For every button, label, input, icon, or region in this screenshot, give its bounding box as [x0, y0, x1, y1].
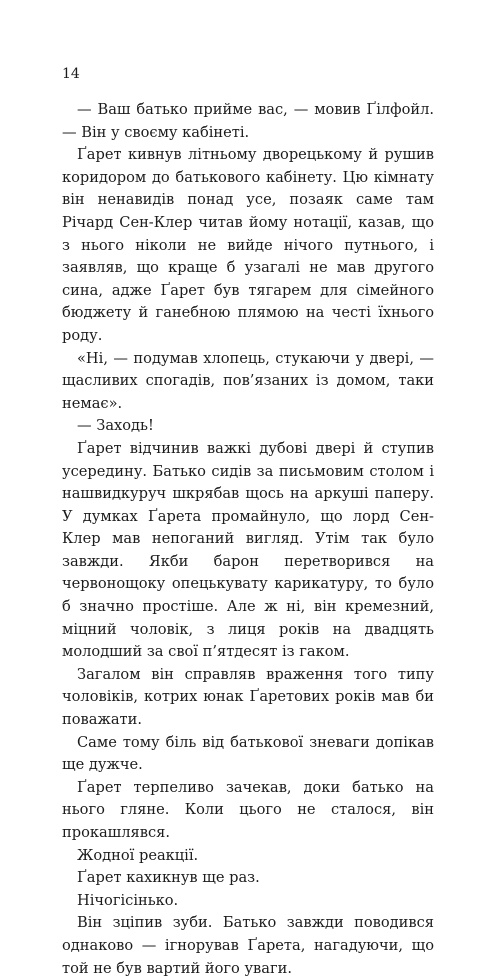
paragraph: Саме тому біль від батькової зневаги допікав ще дужче.: [62, 733, 434, 774]
body-text: [62, 99, 434, 980]
paragraph: Нічогісінько.: [77, 891, 179, 909]
paragraph: Ґарет кахикнув ще раз.: [77, 869, 260, 887]
paragraph: Ґарет кивнув літньому дворецькому й рушив коридором до батькового кабінету. Цю кімнату він ненавидів понад усе, позаяк саме там Річард Сен-Клер читав йому нотації, казав, що з нього ніколи не вийде нічого путнього, і заявляв, що краще б узагалі не мав другого сина, адже Ґарет був тягарем для сімейного бюджету й ганебною плямою на честі їхнього роду.: [62, 146, 434, 344]
paragraph: Ґарет відчинив важкі дубові двері й ступив усередину. Батько сидів за письмовим столом і нашвидкуруч шкрябав щось на аркуші паперу. У думках Ґарета промайнуло, що лорд Сен-Клер мав непоганий вигляд. Утім так було завжди. Якби барон перетворився на червонощоку опецькувату карикатуру, то було б значно простіше. Але ж ні, він кремезний, міцний чоловік, з лиця років на двадцять молодший за свої п’ятдесят із гаком.: [62, 439, 434, 661]
paragraph: — Заходь!: [77, 417, 154, 435]
paragraph: Ґарет терпеливо зачекав, доки батько на нього гляне. Коли цього не сталося, він прокашлявся.: [62, 778, 434, 841]
page-number: 14: [62, 66, 80, 82]
paragraph: Загалом він справляв враження того типу чоловіків, котрих юнак Ґаретових років мав би поважати.: [62, 665, 434, 729]
paragraph: Він зціпив зуби. Батько завжди поводився однаково — ігнорував Ґарета, нагадуючи, що той не був вартий його уваги.: [62, 914, 434, 977]
paragraph: Жодної реакції.: [77, 846, 199, 864]
paragraph: «Ні, — подумав хлопець, стукаючи у двері, — щасливих спогадів, пов’язаних із домом, таки немає».: [62, 349, 434, 412]
paragraph: — Ваш батько прийме вас, — мовив Ґілфойл. — Він у своєму кабінеті.: [62, 101, 434, 141]
